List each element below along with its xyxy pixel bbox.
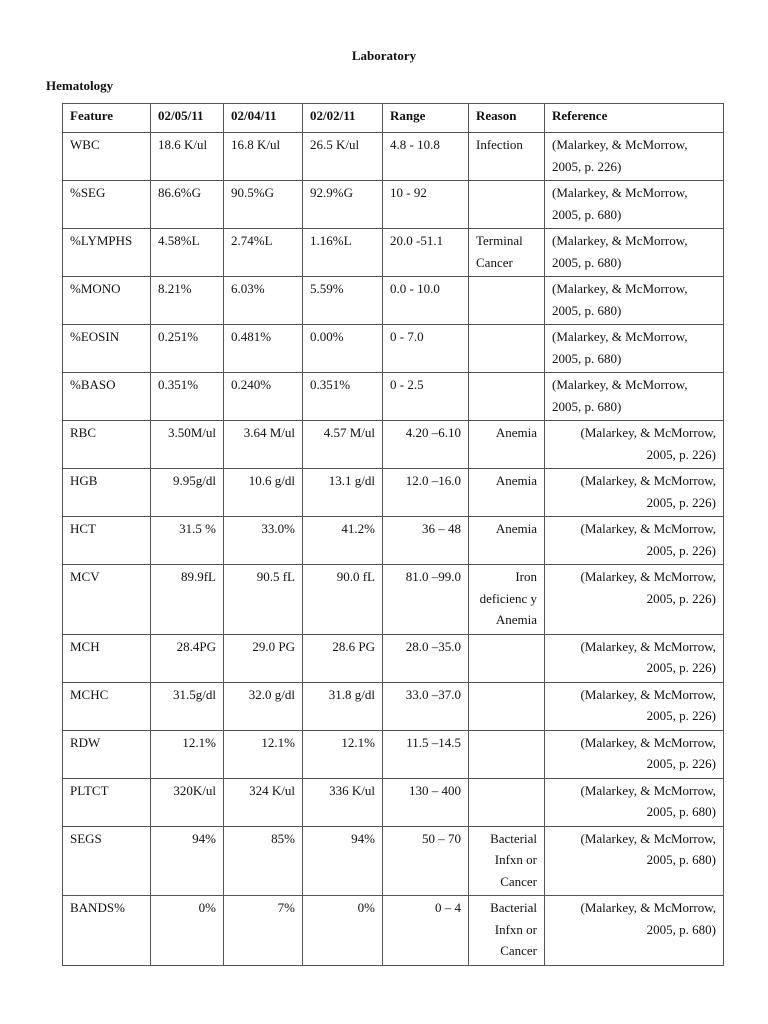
reason-cell (469, 682, 545, 730)
value-cell-02-04-11: 90.5%G (224, 181, 303, 229)
feature-cell: MCH (63, 634, 151, 682)
reference-cell (545, 517, 724, 565)
value-cell-02-04-11: 33.0% (224, 517, 303, 565)
reference-cell (545, 277, 724, 325)
value-cell-02-05-11: 8.21% (151, 277, 224, 325)
value-cell-02-02-11: 90.0 fL (303, 565, 383, 635)
reference-citation: (Malarkey, & McMorrow, (552, 137, 688, 152)
reason-cell: Bacterial Infxn or Cancer (469, 826, 545, 896)
feature-cell: %BASO (63, 373, 151, 421)
reference-cell (545, 730, 724, 778)
value-cell-02-05-11: 94% (151, 826, 224, 896)
reference-cell (545, 634, 724, 682)
reference-cell (545, 682, 724, 730)
reference-year-page: 2005, p. 680) (552, 206, 622, 222)
reference-year-page: 2005, p. 226) (646, 756, 716, 771)
range-cell: 0 - 2.5 (383, 373, 469, 421)
range-cell: 10 - 92 (383, 181, 469, 229)
range-cell: 0 – 4 (383, 896, 469, 966)
value-cell-02-04-11: 16.8 K/ul (224, 133, 303, 181)
value-cell-02-02-11: 41.2% (303, 517, 383, 565)
table-row (63, 896, 724, 966)
reference-year-page: 2005, p. 226) (552, 158, 622, 174)
range-cell: 11.5 –14.5 (383, 730, 469, 778)
table-header-row (63, 104, 724, 133)
reason-cell: Anemia (469, 421, 545, 469)
value-cell-02-05-11: 4.58%L (151, 229, 224, 277)
value-cell-02-05-11: 89.9fL (151, 565, 224, 635)
reference-year-page: 2005, p. 226) (646, 494, 716, 510)
value-cell-02-04-11: 32.0 g/dl (224, 682, 303, 730)
range-cell: 50 – 70 (383, 826, 469, 896)
reference-citation: (Malarkey, & McMorrow, (580, 734, 716, 750)
value-cell-02-05-11: 0.351% (151, 373, 224, 421)
reference-citation: (Malarkey, & McMorrow, (580, 473, 716, 488)
value-cell-02-02-11: 1.16%L (303, 229, 383, 277)
table-row (63, 421, 724, 469)
value-cell-02-05-11: 9.95g/dl (151, 469, 224, 517)
value-cell-02-02-11: 336 K/ul (303, 778, 383, 826)
reference-citation: (Malarkey, & McMorrow, (552, 281, 688, 296)
table-row (63, 517, 724, 565)
value-cell-02-04-11: 10.6 g/dl (224, 469, 303, 517)
reference-cell (545, 826, 724, 896)
document-title: Laboratory (351, 48, 417, 63)
reference-year-page: 2005, p. 680) (552, 398, 622, 414)
value-cell-02-05-11: 18.6 K/ul (151, 133, 224, 181)
value-cell-02-05-11: 0% (151, 896, 224, 966)
reason-cell (469, 277, 545, 325)
range-cell: 4.8 - 10.8 (383, 133, 469, 181)
value-cell-02-04-11: 0.240% (224, 373, 303, 421)
reference-citation: (Malarkey, & McMorrow, (580, 900, 716, 915)
reference-cell (545, 896, 724, 966)
table-row (63, 181, 724, 229)
column-header: Feature (63, 104, 151, 133)
table-row (63, 565, 724, 635)
feature-cell: BANDS% (63, 896, 151, 966)
value-cell-02-02-11: 13.1 g/dl (303, 469, 383, 517)
reason-cell (469, 634, 545, 682)
feature-cell: HGB (63, 469, 151, 517)
feature-cell: RBC (63, 421, 151, 469)
range-cell: 0 - 7.0 (383, 325, 469, 373)
value-cell-02-04-11: 3.64 M/ul (224, 421, 303, 469)
value-cell-02-04-11: 0.481% (224, 325, 303, 373)
reference-citation: (Malarkey, & McMorrow, (580, 830, 716, 846)
value-cell-02-02-11: 0.00% (303, 325, 383, 373)
feature-cell: RDW (63, 730, 151, 778)
feature-cell: MCHC (63, 682, 151, 730)
feature-cell: %EOSIN (63, 325, 151, 373)
range-cell: 33.0 –37.0 (383, 682, 469, 730)
column-header: 02/05/11 (151, 104, 224, 133)
range-cell: 81.0 –99.0 (383, 565, 469, 635)
reason-cell (469, 778, 545, 826)
table-row (63, 229, 724, 277)
feature-cell: MCV (63, 565, 151, 635)
value-cell-02-05-11: 320K/ul (151, 778, 224, 826)
reference-cell (545, 229, 724, 277)
value-cell-02-02-11: 92.9%G (303, 181, 383, 229)
reference-cell (545, 778, 724, 826)
value-cell-02-05-11: 31.5 % (151, 517, 224, 565)
value-cell-02-02-11: 94% (303, 826, 383, 896)
table-row (63, 730, 724, 778)
value-cell-02-05-11: 12.1% (151, 730, 224, 778)
range-cell: 28.0 –35.0 (383, 634, 469, 682)
table-row (63, 469, 724, 517)
range-cell: 4.20 –6.10 (383, 421, 469, 469)
reference-citation: (Malarkey, & McMorrow, (552, 377, 688, 392)
reference-cell (545, 373, 724, 421)
reason-cell (469, 373, 545, 421)
table-row (63, 682, 724, 730)
reference-year-page: 2005, p. 680) (646, 921, 716, 937)
table-row (63, 634, 724, 682)
reason-cell: Anemia (469, 469, 545, 517)
reference-year-page: 2005, p. 226) (646, 660, 716, 675)
section-heading-hematology: Hematology (46, 78, 114, 93)
table-body (63, 133, 724, 966)
reference-cell (545, 565, 724, 635)
reason-cell: Terminal Cancer (469, 229, 545, 277)
table-row (63, 373, 724, 421)
value-cell-02-04-11: 324 K/ul (224, 778, 303, 826)
value-cell-02-02-11: 5.59% (303, 277, 383, 325)
reference-cell (545, 181, 724, 229)
feature-cell: WBC (63, 133, 151, 181)
column-header: 02/04/11 (224, 104, 303, 133)
reference-citation: (Malarkey, & McMorrow, (580, 569, 716, 584)
reference-citation: (Malarkey, & McMorrow, (552, 185, 688, 200)
column-header: Reason (469, 104, 545, 133)
reference-cell (545, 133, 724, 181)
table-row (63, 133, 724, 181)
reference-citation: (Malarkey, & McMorrow, (580, 521, 716, 536)
value-cell-02-05-11: 0.251% (151, 325, 224, 373)
reference-year-page: 2005, p. 680) (552, 302, 622, 318)
reference-year-page: 2005, p. 680) (646, 852, 716, 867)
range-cell: 0.0 - 10.0 (383, 277, 469, 325)
reference-year-page: 2005, p. 226) (646, 542, 716, 558)
feature-cell: SEGS (63, 826, 151, 896)
reference-year-page: 2005, p. 680) (646, 804, 716, 819)
reference-citation: (Malarkey, & McMorrow, (552, 233, 688, 248)
reference-year-page: 2005, p. 680) (552, 254, 622, 270)
feature-cell: %LYMPHS (63, 229, 151, 277)
reference-year-page: 2005, p. 226) (646, 590, 716, 606)
value-cell-02-02-11: 31.8 g/dl (303, 682, 383, 730)
table-row (63, 277, 724, 325)
column-header: Range (383, 104, 469, 133)
value-cell-02-02-11: 0.351% (303, 373, 383, 421)
value-cell-02-05-11: 86.6%G (151, 181, 224, 229)
reference-cell (545, 421, 724, 469)
column-header: Reference (545, 104, 724, 133)
value-cell-02-05-11: 28.4PG (151, 634, 224, 682)
reason-cell: Iron deficienc y Anemia (469, 565, 545, 635)
value-cell-02-04-11: 6.03% (224, 277, 303, 325)
value-cell-02-05-11: 31.5g/dl (151, 682, 224, 730)
reason-cell (469, 325, 545, 373)
table-row (63, 325, 724, 373)
reference-year-page: 2005, p. 226) (646, 708, 716, 723)
value-cell-02-04-11: 7% (224, 896, 303, 966)
reason-cell (469, 181, 545, 229)
table-row (63, 826, 724, 896)
reference-year-page: 2005, p. 226) (646, 446, 716, 462)
reference-citation: (Malarkey, & McMorrow, (580, 425, 716, 440)
value-cell-02-02-11: 28.6 PG (303, 634, 383, 682)
range-cell: 12.0 –16.0 (383, 469, 469, 517)
reason-cell: Bacterial Infxn or Cancer (469, 896, 545, 966)
reference-cell (545, 469, 724, 517)
column-header: 02/02/11 (303, 104, 383, 133)
value-cell-02-05-11: 3.50M/ul (151, 421, 224, 469)
reference-cell (545, 325, 724, 373)
value-cell-02-02-11: 0% (303, 896, 383, 966)
reference-year-page: 2005, p. 680) (552, 350, 622, 366)
hematology-table (62, 103, 724, 966)
reason-cell (469, 730, 545, 778)
value-cell-02-04-11: 85% (224, 826, 303, 896)
value-cell-02-02-11: 4.57 M/ul (303, 421, 383, 469)
reference-citation: (Malarkey, & McMorrow, (580, 638, 716, 654)
table-row (63, 778, 724, 826)
value-cell-02-04-11: 12.1% (224, 730, 303, 778)
range-cell: 36 – 48 (383, 517, 469, 565)
reason-cell: Infection (469, 133, 545, 181)
value-cell-02-04-11: 29.0 PG (224, 634, 303, 682)
feature-cell: PLTCT (63, 778, 151, 826)
feature-cell: HCT (63, 517, 151, 565)
reason-cell: Anemia (469, 517, 545, 565)
reference-citation: (Malarkey, & McMorrow, (552, 329, 688, 344)
range-cell: 20.0 -51.1 (383, 229, 469, 277)
range-cell: 130 – 400 (383, 778, 469, 826)
value-cell-02-04-11: 90.5 fL (224, 565, 303, 635)
value-cell-02-02-11: 12.1% (303, 730, 383, 778)
feature-cell: %SEG (63, 181, 151, 229)
value-cell-02-04-11: 2.74%L (224, 229, 303, 277)
reference-citation: (Malarkey, & McMorrow, (580, 686, 716, 702)
reference-citation: (Malarkey, & McMorrow, (580, 782, 716, 798)
value-cell-02-02-11: 26.5 K/ul (303, 133, 383, 181)
feature-cell: %MONO (63, 277, 151, 325)
